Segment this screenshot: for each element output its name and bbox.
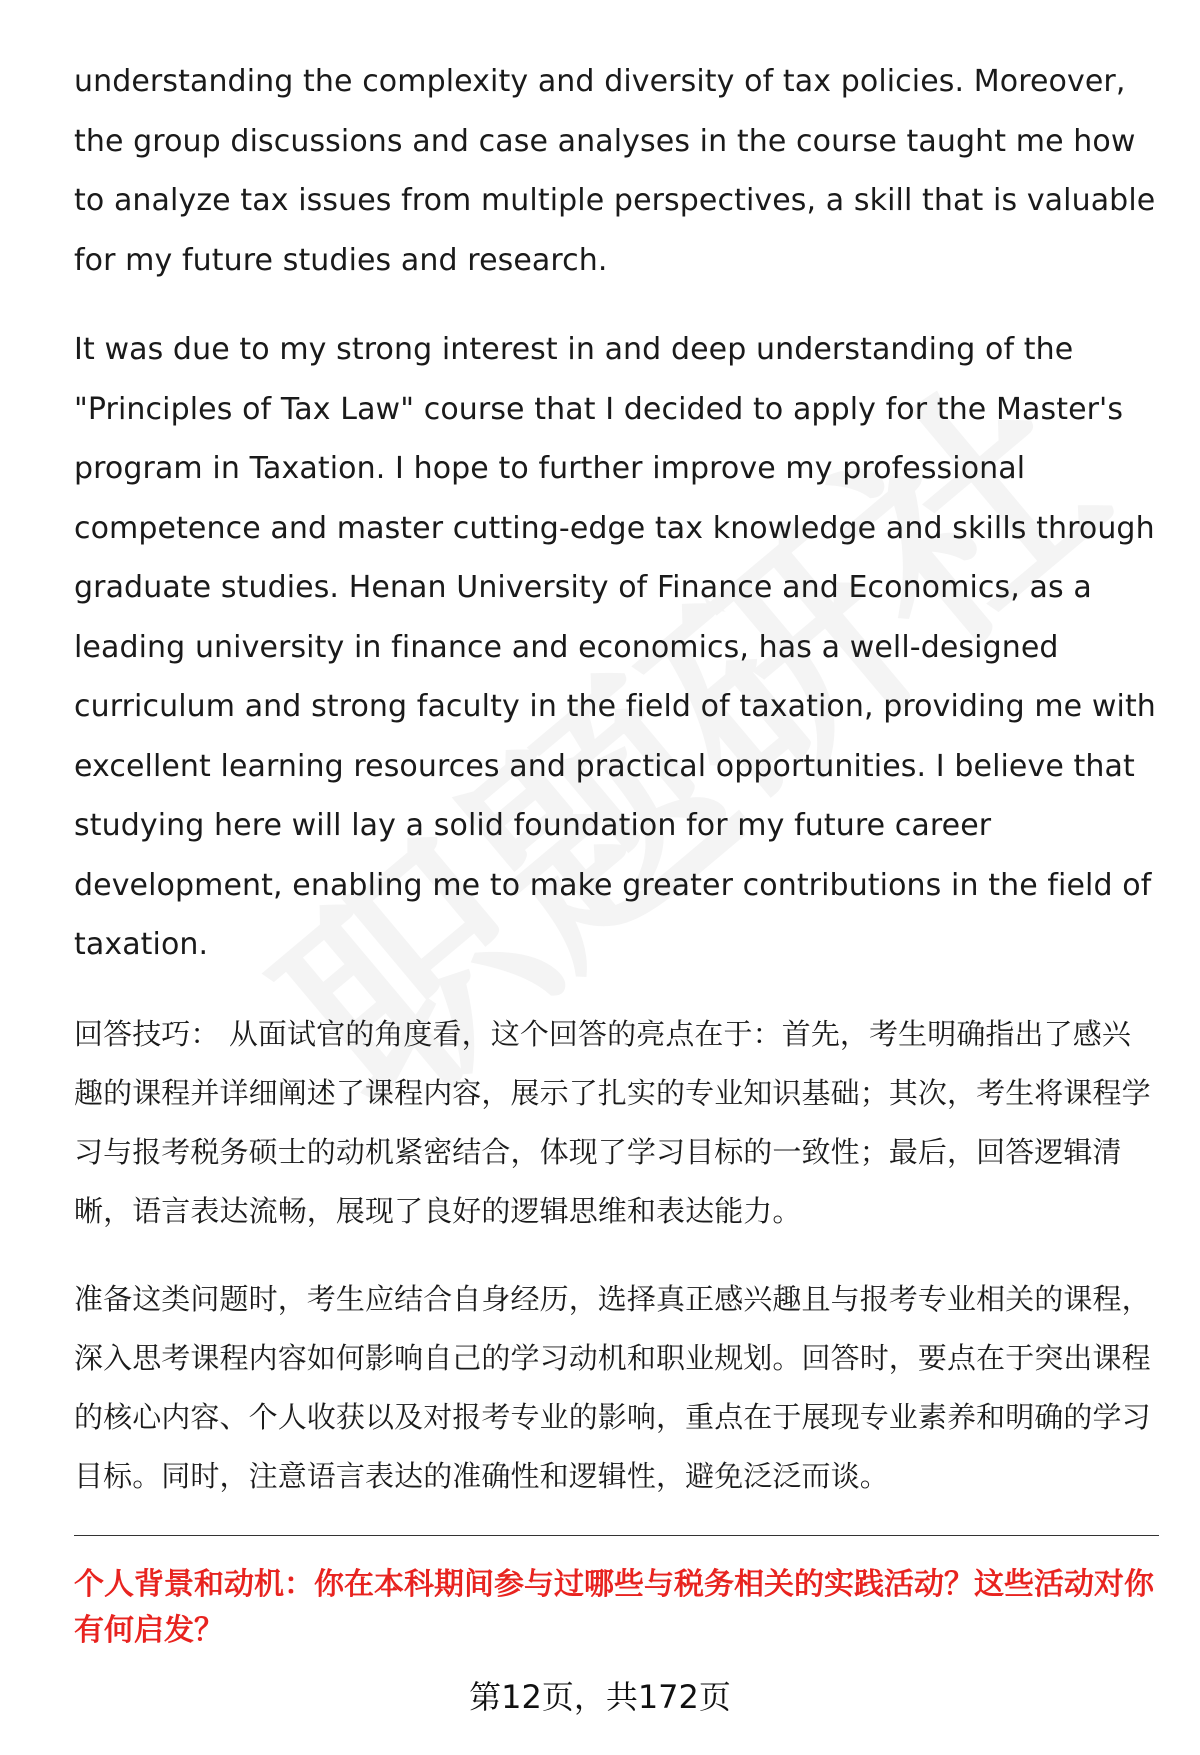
page-number: 第12页，共172页 <box>469 1678 731 1716</box>
section-divider <box>74 1535 1159 1536</box>
paragraph-1: understanding the complexity and diversity of tax policies. Moreover, the group discussions and case analyses in the course taught me how to analyze tax issues from multiple perspectives, a skill that is valuable for my future studies and research. <box>74 64 1156 278</box>
question-heading: 个人背景和动机：你在本科期间参与过哪些与税务相关的实践活动？这些活动对你有何启发？ <box>74 1566 1154 1648</box>
answer-tips-paragraph: 回答技巧： 从面试官的角度看，这个回答的亮点在于：首先，考生明确指出了感兴趣的课程并详细阐述了课程内容，展示了扎实的专业知识基础；其次，考生将课程学习与报考税务硕士的动机紧密结合，体现了学习目标的一致性；最后，回答逻辑清晰，语言表达流畅，展现了良好的逻辑思维和表达能力。 <box>74 1016 1151 1228</box>
preparation-advice-paragraph: 准备这类问题时，考生应结合自身经历，选择真正感兴趣且与报考专业相关的课程，深入思考课程内容如何影响自己的学习动机和职业规划。回答时，要点在于突出课程的核心内容、个人收获以及对报考专业的影响，重点在于展现专业素养和明确的学习目标。同时，注意语言表达的准确性和逻辑性，避免泛泛而谈。 <box>74 1281 1151 1493</box>
document-page <box>74 52 1159 1654</box>
paragraph-2: It was due to my strong interest in and deep understanding of the "Principles of Tax Law" course that I decided to apply for the Master's program in Taxation. I hope to further improve my professional competence and master cutting-edge tax knowledge and skills through graduate studies. Henan University of Finance and Economics, as a leading university in finance and economics, has a well-designed curriculum and strong faculty in the field of taxation, providing me with excellent learning resources and practical opportunities. I believe that studying here will lay a solid foundation for my future career development, enabling me to make greater contributions in the field of taxation. <box>74 332 1156 962</box>
